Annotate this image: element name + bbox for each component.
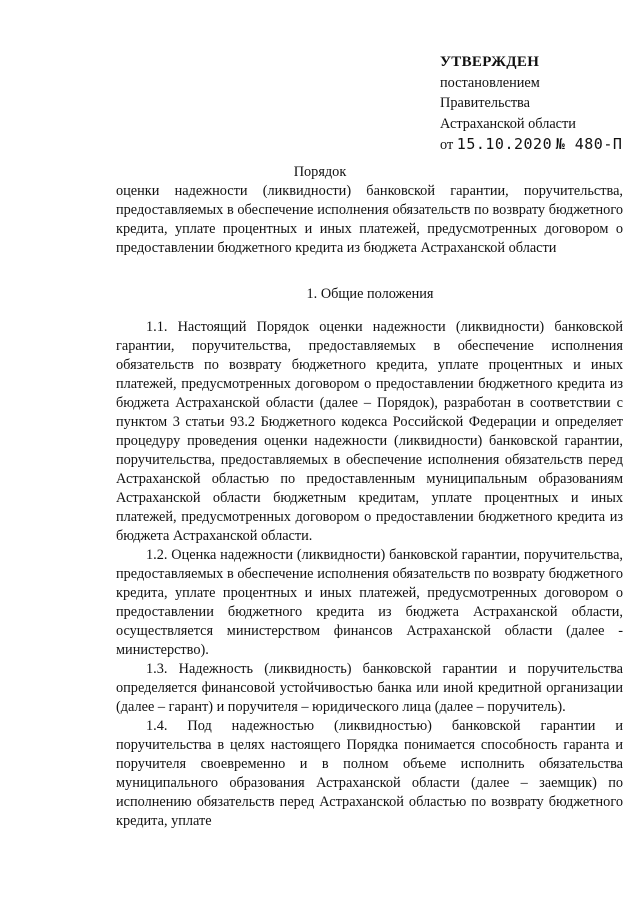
approval-line-2: Правительства (440, 95, 530, 111)
paragraph-1-3: 1.3. Надежность (ликвидность) банковской гарантии и поручительства определяется финансовой устойчивостью банка или иной кредитной организации (далее – гарант) и поручителя – юридического лица (далее – поручитель). (116, 661, 623, 715)
approval-heading: УТВЕРЖДЕН (440, 54, 540, 70)
paragraph-1-2: 1.2. Оценка надежности (ликвидности) банковской гарантии, поручительства, предоставляемых в обеспечение исполнения обязательств по возврату бюджетного кредита, уплате процентных и иных платежей, предусмотренных договором о предоставлении бюджетного кредита из бюджета Астраханской области, осуществляется министерством финансов Астраханской области (далее - министерство). (116, 547, 623, 658)
approval-line-1: постановлением (440, 74, 540, 91)
approval-block (440, 52, 630, 156)
document-body (116, 318, 623, 831)
approval-date: 15.10.2020 (456, 135, 553, 153)
approval-number: № 480-П (555, 135, 623, 153)
document-title-word: Порядок (293, 164, 347, 180)
section-heading: 1. Общие положения (306, 286, 434, 302)
document-title: оценки надежности (ликвидности) банковской гарантии, поручительства, предоставляемых в обеспечение исполнения обязательств по возврату бюджетного кредита, уплате процентных и иных платежей, предусмотренных договором о предоставлении бюджетного кредита из бюджета Астраханской области (116, 183, 623, 256)
approval-line-3: Астраханской области (440, 115, 576, 132)
paragraph-1-4: 1.4. Под надежностью (ликвидностью) банковской гарантии и поручительства в целях настоящего Порядка понимается способность гаранта и поручителя своевременно и в полном объеме исполнить обязательства муниципального образования Астраханской области (далее – заемщик) по исполнению обязательств перед Астраханской областью по возврату бюджетного кредита, уплате (116, 718, 623, 829)
approval-prefix: от (440, 137, 454, 153)
paragraph-1-1: 1.1. Настоящий Порядок оценки надежности (ликвидности) банковской гарантии, поручительства, предоставляемых в обеспечение исполнения обязательств по возврату бюджетного кредита, уплате процентных и иных платежей, предусмотренных договором о предоставлении бюджетного кредита из бюджета Астраханской области (далее – Порядок), разработан в соответствии с пунктом 3 статьи 93.2 Бюджетного кодекса Российской Федерации и определяет процедуру проведения оценки надежности (ликвидности) банковской гарантии, поручительства, предоставляемых в обеспечение исполнения обязательств перед Астраханской областью по предоставленным муниципальным образованиям Астраханской области бюджетным кредитам, уплате процентных и иных платежей, предусмотренных договором о предоставлении бюджетного кредита из бюджета Астраханской области. (116, 319, 623, 544)
approval-stamp (440, 134, 630, 156)
